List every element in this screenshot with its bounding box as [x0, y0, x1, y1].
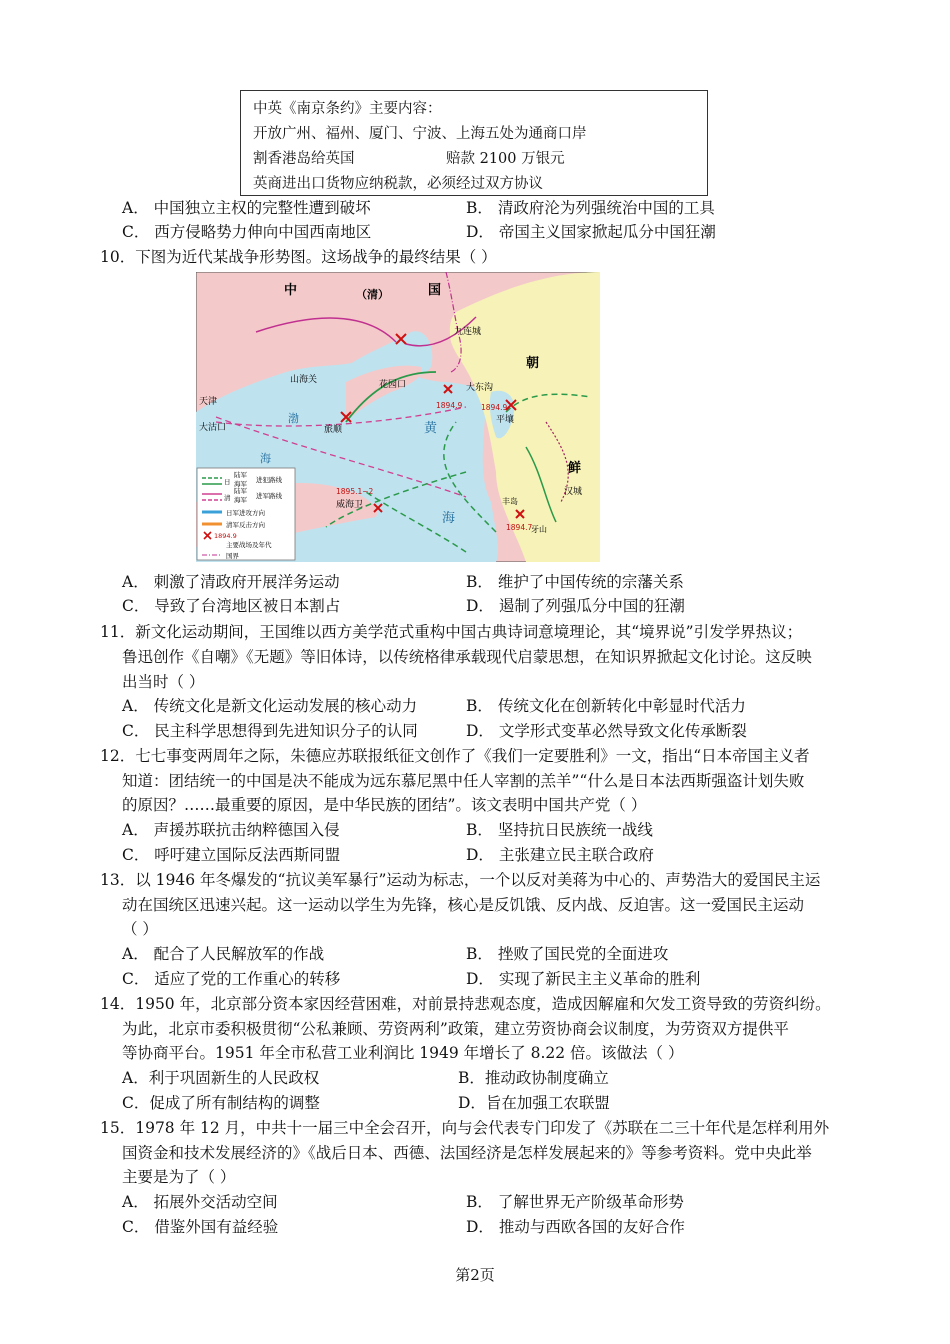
treaty-line-3: 英商进出口货物应纳税款，必须经过双方协议 [253, 176, 543, 192]
q10-option-a[interactable]: A． 刺激了清政府开展洋务运动 [122, 573, 340, 591]
q11-stem-line-1: 11．新文化运动期间，王国维以西方美学范式重构中国古典诗词意境理论，其“境界说”引发学界热议； [100, 623, 803, 641]
map-label-huang: 黄 [424, 421, 438, 436]
map-label-bo: 渤 [288, 412, 299, 425]
q14-stem-line-1: 14．1950 年，北京部分资本家因经营困难，对前景持悲观态度，造成因解雇和欠发工资导致的劳资纠纷。 [100, 995, 831, 1013]
map-label-lushun: 旅顺 [324, 425, 343, 435]
q9-option-a[interactable]: A． 中国独立主权的完整性遭到破坏 [122, 199, 371, 217]
page-number: 第2页 [455, 1266, 495, 1284]
q13-stem-line-2: 动在国统区迅速兴起。这一运动以学生为先锋，核心是反饥饿、反内战、反迫害。这一爱国民主运动 [122, 896, 805, 914]
legend-battle: 主要战场及年代 [226, 541, 272, 549]
map-label-dagukou: 大沽口 [199, 423, 227, 433]
q12-option-d[interactable]: D． 主张建立民主联合政府 [466, 846, 654, 864]
map-label-hancheng: 汉城 [564, 487, 583, 497]
q10-option-b[interactable]: B． 维护了中国传统的宗藩关系 [466, 573, 684, 591]
q12-stem-line-2: 知道：团结统一的中国是决不能成为远东慕尼黑中任人宰割的羔羊”“什么是日本法西斯强盗计划失败 [122, 772, 805, 790]
map-label-hai2: 海 [442, 511, 456, 526]
q10-option-d[interactable]: D． 遏制了列强瓜分中国的狂潮 [466, 597, 685, 615]
map-date-2: 1894.9 [481, 403, 508, 412]
legend-battle-date: 1894.9 [214, 532, 237, 540]
q14-stem-line-3: 等协商平台。1951 年全市私营工业利润比 1949 年增长了 8.22 倍。该做法（ ） [122, 1044, 684, 1062]
legend-jp-navy: 海军 [234, 480, 247, 488]
q11-option-b[interactable]: B． 传统文化在创新转化中彰显时代活力 [466, 697, 746, 715]
treaty-title: 中英《南京条约》主要内容： [253, 101, 442, 117]
legend-qing-counter: 清军反击方向 [226, 521, 265, 529]
q15-stem-line-1: 15．1978 年 12 月，中共十一届三中全会召开，向与会代表专门印发了《苏联在二三十年代是怎样利用外 [100, 1119, 830, 1137]
q13-option-a[interactable]: A． 配合了人民解放军的作战 [122, 945, 325, 963]
war-situation-map [196, 272, 600, 562]
map-label-qing: （清） [356, 288, 389, 301]
map-date-1: 1894.9 [436, 401, 463, 410]
map-label-weihaiwei: 威海卫 [336, 500, 364, 510]
q13-option-d[interactable]: D． 实现了新民主主义革命的胜利 [466, 970, 701, 988]
q13-option-b[interactable]: B． 挫败了国民党的全面进攻 [466, 945, 669, 963]
q11-stem-line-3: 出当时（ ） [122, 673, 205, 691]
legend-border: 国界 [226, 552, 239, 560]
q13-option-c[interactable]: C． 适应了党的工作重心的转移 [122, 970, 341, 988]
map-label-pingrang: 平壤 [496, 415, 515, 425]
q14-stem-line-2: 为此，北京市委积极贯彻“公私兼顾、劳资两利”政策，建立劳资协商会议制度，为劳资双方提供平 [122, 1020, 789, 1038]
map-label-tianjin: 天津 [199, 397, 218, 407]
q15-option-d[interactable]: D． 推动与西欧各国的友好合作 [466, 1218, 685, 1236]
map-date-3: 1895.1~2 [336, 487, 374, 496]
q12-option-c[interactable]: C． 呼吁建立国际反法西斯同盟 [122, 846, 341, 864]
legend-jp-route: 进犯路线 [256, 476, 282, 484]
q15-stem-line-3: 主要是为了（ ） [122, 1168, 236, 1186]
map-label-fengdao: 丰岛 [502, 497, 518, 506]
map-label-hai1: 海 [260, 452, 271, 465]
map-label-zhong: 中 [284, 283, 298, 298]
q13-stem-line-1: 13．以 1946 年冬爆发的“抗议美军暴行”运动为标志，一个以反对美蒋为中心的、声势浩大的爱国民主运 [100, 871, 821, 889]
q15-option-a[interactable]: A． 拓展外交活动空间 [122, 1193, 278, 1211]
q12-option-b[interactable]: B． 坚持抗日民族统一战线 [466, 821, 653, 839]
q9-option-c[interactable]: C． 西方侵略势力伸向中国西南地区 [122, 223, 372, 241]
treaty-line-1: 开放广州、福州、厦门、宁波、上海五处为通商口岸 [253, 126, 587, 142]
map-label-shanhaiguan: 山海关 [290, 375, 318, 385]
q14-option-b[interactable]: B．推动政协制度确立 [458, 1069, 609, 1087]
q9-option-b[interactable]: B． 清政府沦为列强统治中国的工具 [466, 199, 715, 217]
legend-qing: 清 [224, 494, 231, 502]
q10-option-c[interactable]: C． 导致了台湾地区被日本割占 [122, 597, 341, 615]
legend-jp: 日 [224, 478, 231, 486]
legend-jp-army: 陆军 [234, 471, 247, 479]
q15-stem-line-2: 国资金和技术发展经济的》《战后日本、西德、法国经济是怎样发展起来的》等参考资料。党中央此举 [122, 1144, 812, 1162]
q12-option-a[interactable]: A． 声援苏联抗击纳粹德国入侵 [122, 821, 340, 839]
treaty-line-2a: 割香港岛给英国 [253, 151, 355, 167]
treaty-line-2b: 赔款 2100 万银元 [446, 151, 565, 167]
treaty-content-box [240, 90, 708, 196]
map-date-4: 1894.7 [506, 523, 533, 532]
q14-option-c[interactable]: C．促成了所有制结构的调整 [122, 1094, 320, 1112]
legend-qing-army: 陆军 [234, 487, 247, 495]
legend-qing-route: 进军路线 [256, 492, 282, 500]
q10-stem: 10．下图为近代某战争形势图。这场战争的最终结果（ ） [100, 248, 497, 266]
q12-stem-line-1: 12．七七事变两周年之际，朱德应苏联报纸征文创作了《我们一定要胜利》一文，指出“日本帝国主义者 [100, 747, 810, 765]
q15-option-b[interactable]: B． 了解世界无产阶级革命形势 [466, 1193, 684, 1211]
map-label-xian: 鲜 [568, 461, 582, 476]
q12-stem-line-3: 的原因？……最重要的原因，是中华民族的团结”。该文表明中国共产党（ ） [122, 796, 647, 814]
q11-stem-line-2: 鲁迅创作《自嘲》《无题》等旧体诗，以传统格律承载现代启蒙思想，在知识界掀起文化讨论。这反映 [122, 648, 812, 666]
legend-jp-attack: 日军进攻方向 [226, 509, 265, 517]
map-label-dadonggou: 大东沟 [466, 383, 494, 393]
q9-option-d[interactable]: D． 帝国主义国家掀起瓜分中国狂潮 [466, 223, 716, 241]
map-label-guo: 国 [428, 283, 442, 298]
q11-option-d[interactable]: D． 文学形式变革必然导致文化传承断裂 [466, 722, 747, 740]
q14-option-d[interactable]: D．旨在加强工农联盟 [458, 1094, 610, 1112]
map-label-chao: 朝 [526, 356, 540, 371]
map-label-huayuankou: 花园口 [379, 380, 407, 390]
legend-qing-navy: 海军 [234, 496, 247, 504]
q11-option-a[interactable]: A． 传统文化是新文化运动发展的核心动力 [122, 697, 418, 715]
q15-option-c[interactable]: C． 借鉴外国有益经验 [122, 1218, 279, 1236]
map-label-yashan: 牙山 [531, 525, 547, 534]
q13-stem-line-3: （ ） [122, 920, 158, 938]
q11-option-c[interactable]: C． 民主科学思想得到先进知识分子的认同 [122, 722, 418, 740]
q14-option-a[interactable]: A．利于巩固新生的人民政权 [122, 1069, 320, 1087]
map-label-jiuliancheng: 九连城 [454, 327, 482, 337]
